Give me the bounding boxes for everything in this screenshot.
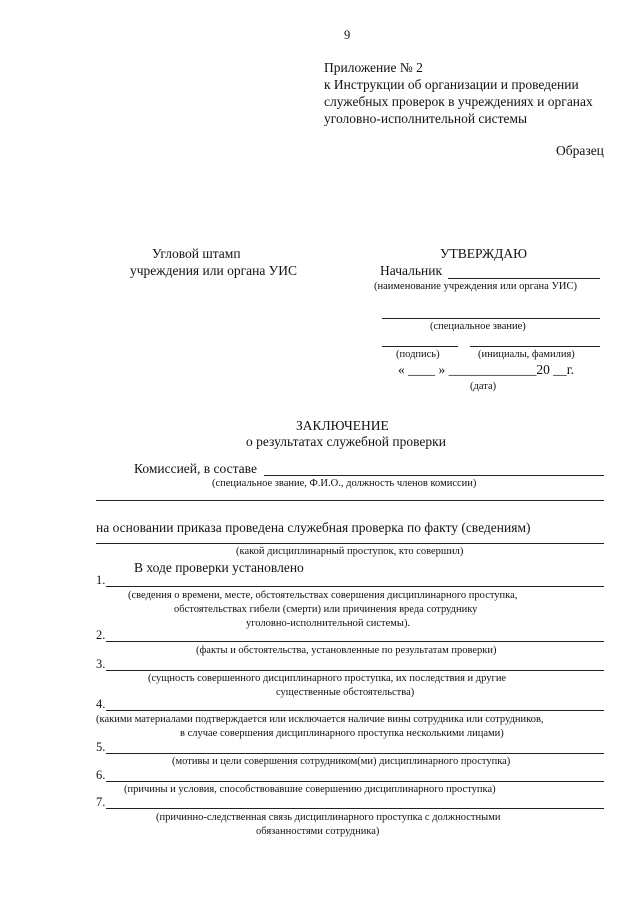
rank-line[interactable] [382,318,600,319]
appendix-line-4: уголовно-исполнительной системы [324,111,528,126]
date-caption: (дата) [470,381,497,392]
item-2-caption-1: (факты и обстоятельства, установленные по результатам проверки) [196,645,497,656]
page-number: 9 [344,28,351,42]
item-1-caption-1: (сведения о времени, месте, обстоятельствах совершения дисциплинарного проступка, [128,590,518,601]
signature-caption: (подпись) [396,349,440,360]
signature-line[interactable] [382,346,458,347]
item-5-caption-1: (мотивы и цели совершения сотрудником(ми) дисциплинарного проступка) [172,756,511,767]
item-number: 4. [96,697,106,711]
commission-label: Комиссией, в составе [134,461,257,476]
item-3-caption-1: (сущность совершенного дисциплинарного проступка, их последствия и другие [148,673,507,684]
item-number: 6. [96,768,106,782]
conclusion-title: ЗАКЛЮЧЕНИЕ [296,418,389,433]
established-label: В ходе проверки установлено [134,560,304,575]
approve-title: УТВЕРЖДАЮ [440,246,528,261]
chief-label: Начальник [380,263,443,278]
commission-line-2[interactable] [96,500,604,501]
item-1-line[interactable] [106,586,604,587]
stamp-line-2: учреждения или органа УИС [130,263,297,278]
conclusion-subtitle: о результатах служебной проверки [246,434,446,449]
initials-line[interactable] [470,346,600,347]
item-2-line[interactable] [106,641,604,642]
item-1-caption-2: обстоятельствах гибели (смерти) или причинения вреда сотруднику [174,604,478,615]
appendix-line-3: служебных проверок в учреждениях и органах [324,94,593,109]
basis-caption: (какой дисциплинарный проступок, кто совершил) [236,546,464,557]
commission-line[interactable] [264,475,604,476]
appendix-line-2: к Инструкции об организации и проведении [324,77,579,92]
item-7-line[interactable] [106,808,604,809]
institution-caption: (наименование учреждения или органа УИС) [374,281,577,292]
item-6-line[interactable] [106,781,604,782]
item-4-caption-1: (какими материалами подтверждается или исключается наличие вины сотрудника или сотрудников, [96,714,544,725]
item-number: 5. [96,740,106,754]
basis-line[interactable] [96,543,604,544]
item-number: 1. [96,573,106,587]
item-3-caption-2: существенные обстоятельства) [276,687,415,698]
commission-caption: (специальное звание, Ф.И.О., должность членов комиссии) [212,478,477,489]
chief-name-line[interactable] [448,278,600,279]
item-number: 7. [96,795,106,809]
stamp-line-1: Угловой штамп [152,246,241,261]
appendix-title: Приложение № 2 [324,60,423,75]
basis-text: на основании приказа проведена служебная проверка по факту (сведениям) [96,520,531,535]
sample-label: Образец [556,143,604,158]
item-4-line[interactable] [106,710,604,711]
date-line[interactable]: « ____ » _____________20 __г. [398,362,575,377]
item-1-caption-3: уголовно-исполнительной системы). [246,618,411,629]
item-number: 2. [96,628,106,642]
initials-caption: (инициалы, фамилия) [478,349,575,360]
item-4-caption-2: в случае совершения дисциплинарного проступка несколькими лицами) [180,728,504,739]
item-7-caption-2: обязанностями сотрудника) [256,826,380,837]
item-6-caption-1: (причины и условия, способствовавшие совершению дисциплинарного проступка) [124,784,496,795]
item-number: 3. [96,657,106,671]
item-5-line[interactable] [106,753,604,754]
item-7-caption-1: (причинно-следственная связь дисциплинарного проступка с должностными [156,812,501,823]
item-3-line[interactable] [106,670,604,671]
rank-caption: (специальное звание) [430,321,526,332]
